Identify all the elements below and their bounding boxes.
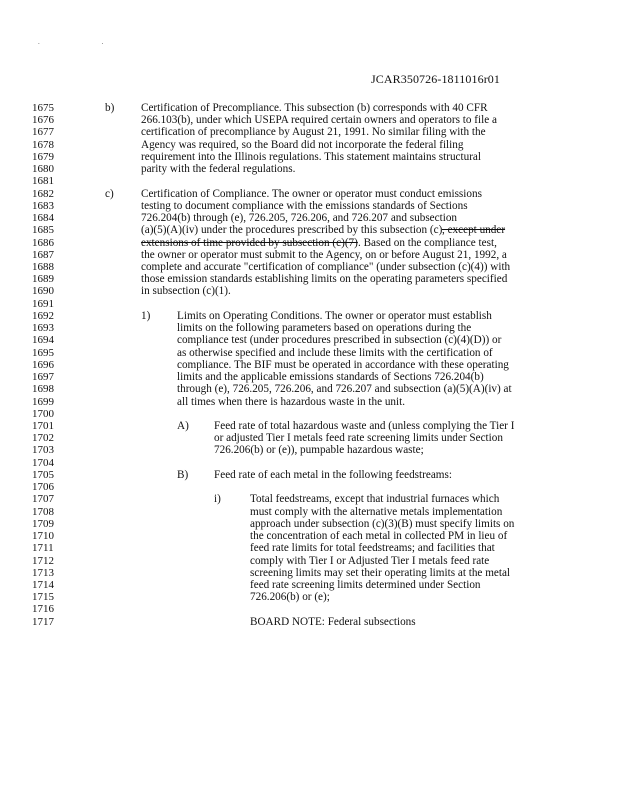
line-text: in subsection (c)(1).: [141, 285, 231, 298]
line-text: Feed rate of each metal in the following feedstreams:: [214, 468, 452, 481]
line-number: 1712: [32, 554, 54, 567]
line-number: 1683: [32, 199, 54, 212]
struck-text: extensions of time provided by subsection (c)(7): [141, 236, 358, 249]
line-number: 1690: [32, 285, 54, 298]
line-text: must comply with the alternative metals implementation: [250, 505, 503, 518]
line-text: compliance. The BIF must be operated in accordance with these operating: [177, 358, 509, 371]
line-number: 1679: [32, 150, 54, 163]
line-number: 1713: [32, 566, 54, 579]
line-text: feed rate screening limits determined under Section: [250, 578, 481, 591]
line-number: 1699: [32, 395, 54, 408]
line-text: or adjusted Tier I metals feed rate screening limits under Section: [214, 432, 503, 445]
line-text: b): [105, 102, 115, 114]
line-number: 1715: [32, 591, 54, 604]
line-text: Feed rate of total hazardous waste and (unless complying the Tier I: [214, 419, 515, 432]
line-text: A): [177, 419, 189, 432]
line-text: requirement into the Illinois regulations. This statement maintains structural: [141, 150, 482, 163]
line-number: 1694: [32, 334, 54, 347]
line-number: 1704: [32, 456, 54, 469]
line-text: those emission standards establishing limits on the operating parameters specified: [141, 273, 508, 286]
line-text: Certification of Compliance. The owner or operator must conduct emissions: [141, 187, 482, 200]
line-text: . Based on the compliance test,: [358, 236, 497, 249]
line-text: compliance test (under procedures prescribed in subsection (c)(4)(D)) or: [177, 334, 502, 347]
line-text: through (e), 726.205, 726.206, and 726.207 and subsection (a)(5)(A)(iv) at: [177, 383, 512, 396]
line-text: c): [105, 187, 114, 200]
line-text: limits and the applicable emissions standards of Sections 726.204(b): [177, 371, 484, 384]
document-id-header: JCAR350726-1811016r01: [371, 72, 500, 86]
line-number: 1711: [32, 542, 54, 555]
line-number: 1717: [32, 615, 54, 628]
line-number: 1697: [32, 371, 54, 384]
line-number: 1703: [32, 444, 54, 457]
line-number: 1693: [32, 322, 54, 335]
line-text: all times when there is hazardous waste in the unit.: [177, 395, 406, 408]
line-number: 1676: [32, 114, 54, 127]
line-text: Total feedstreams, except that industrial furnaces which: [250, 493, 500, 506]
line-number: 1705: [32, 468, 54, 481]
line-number: 1698: [32, 383, 54, 396]
line-number: 1716: [32, 603, 54, 616]
line-number: 1681: [32, 175, 54, 188]
scan-marks: . .: [38, 38, 134, 46]
line-number: 1707: [32, 493, 54, 506]
line-text: approach under subsection (c)(3)(B) must specify limits on: [250, 517, 515, 530]
line-text: feed rate limits for total feedstreams; and facilities that: [250, 542, 495, 555]
line-text: i): [214, 493, 221, 506]
line-number: 1684: [32, 212, 54, 225]
line-number: 1677: [32, 126, 54, 139]
line-number: 1714: [32, 578, 54, 591]
line-text: 726.206(b) or (e)), pumpable hazardous waste;: [214, 444, 424, 457]
line-text: as otherwise specified and include these limits with the certification of: [177, 346, 493, 359]
line-number: 1708: [32, 505, 54, 518]
line-number: 1709: [32, 517, 54, 530]
line-text: (a)(5)(A)(iv) under the procedures prescribed by this subsection (c): [141, 224, 443, 237]
line-number: 1680: [32, 163, 54, 176]
line-number: 1687: [32, 248, 54, 261]
line-text: 266.103(b), under which USEPA required certain owners and operators to file a: [141, 114, 497, 127]
line-text: 726.204(b) through (e), 726.205, 726.206, and 726.207 and subsection: [141, 212, 458, 225]
line-number: 1688: [32, 260, 54, 273]
line-text: testing to document compliance with the emissions standards of Sections: [141, 199, 468, 212]
line-number: 1686: [32, 236, 54, 249]
line-text: comply with Tier I or Adjusted Tier I metals feed rate: [250, 554, 490, 567]
line-number: 1675: [32, 102, 54, 114]
line-number: 1702: [32, 432, 54, 445]
line-number: 1682: [32, 187, 54, 200]
line-number: 1710: [32, 530, 54, 543]
line-number: 1678: [32, 138, 54, 151]
line-number: 1700: [32, 407, 54, 420]
line-number: 1691: [32, 297, 54, 310]
line-text: 726.206(b) or (e);: [250, 591, 330, 604]
line-text: 1): [141, 309, 151, 322]
line-number: 1696: [32, 358, 54, 371]
line-text: certification of precompliance by August 21, 1991. No similar filing with the: [141, 126, 486, 139]
line-text: the owner or operator must submit to the Agency, on or before August 21, 1992, a: [141, 248, 507, 261]
line-number: 1695: [32, 346, 54, 359]
line-number: 1685: [32, 224, 54, 237]
line-number: 1706: [32, 481, 54, 494]
line-text: complete and accurate "certification of compliance" (under subsection (c)(4)) with: [141, 260, 511, 273]
line-text: screening limits may set their operating limits at the metal: [250, 566, 511, 579]
line-text: the concentration of each metal in collected PM in lieu of: [250, 530, 508, 543]
line-text: parity with the federal regulations.: [141, 163, 296, 176]
line-text: Limits on Operating Conditions. The owner or operator must establish: [177, 309, 492, 322]
struck-text: , except under: [442, 224, 506, 237]
line-text: limits on the following parameters based on operations during the: [177, 322, 472, 335]
line-text: Agency was required, so the Board did not incorporate the federal filing: [141, 138, 464, 151]
line-number: 1701: [32, 419, 54, 432]
line-text: B): [177, 468, 189, 481]
line-text: BOARD NOTE: Federal subsections: [250, 615, 416, 628]
line-number: 1689: [32, 273, 54, 286]
line-number: 1692: [32, 309, 54, 322]
line-text: Certification of Precompliance. This subsection (b) corresponds with 40 CFR: [141, 102, 488, 114]
